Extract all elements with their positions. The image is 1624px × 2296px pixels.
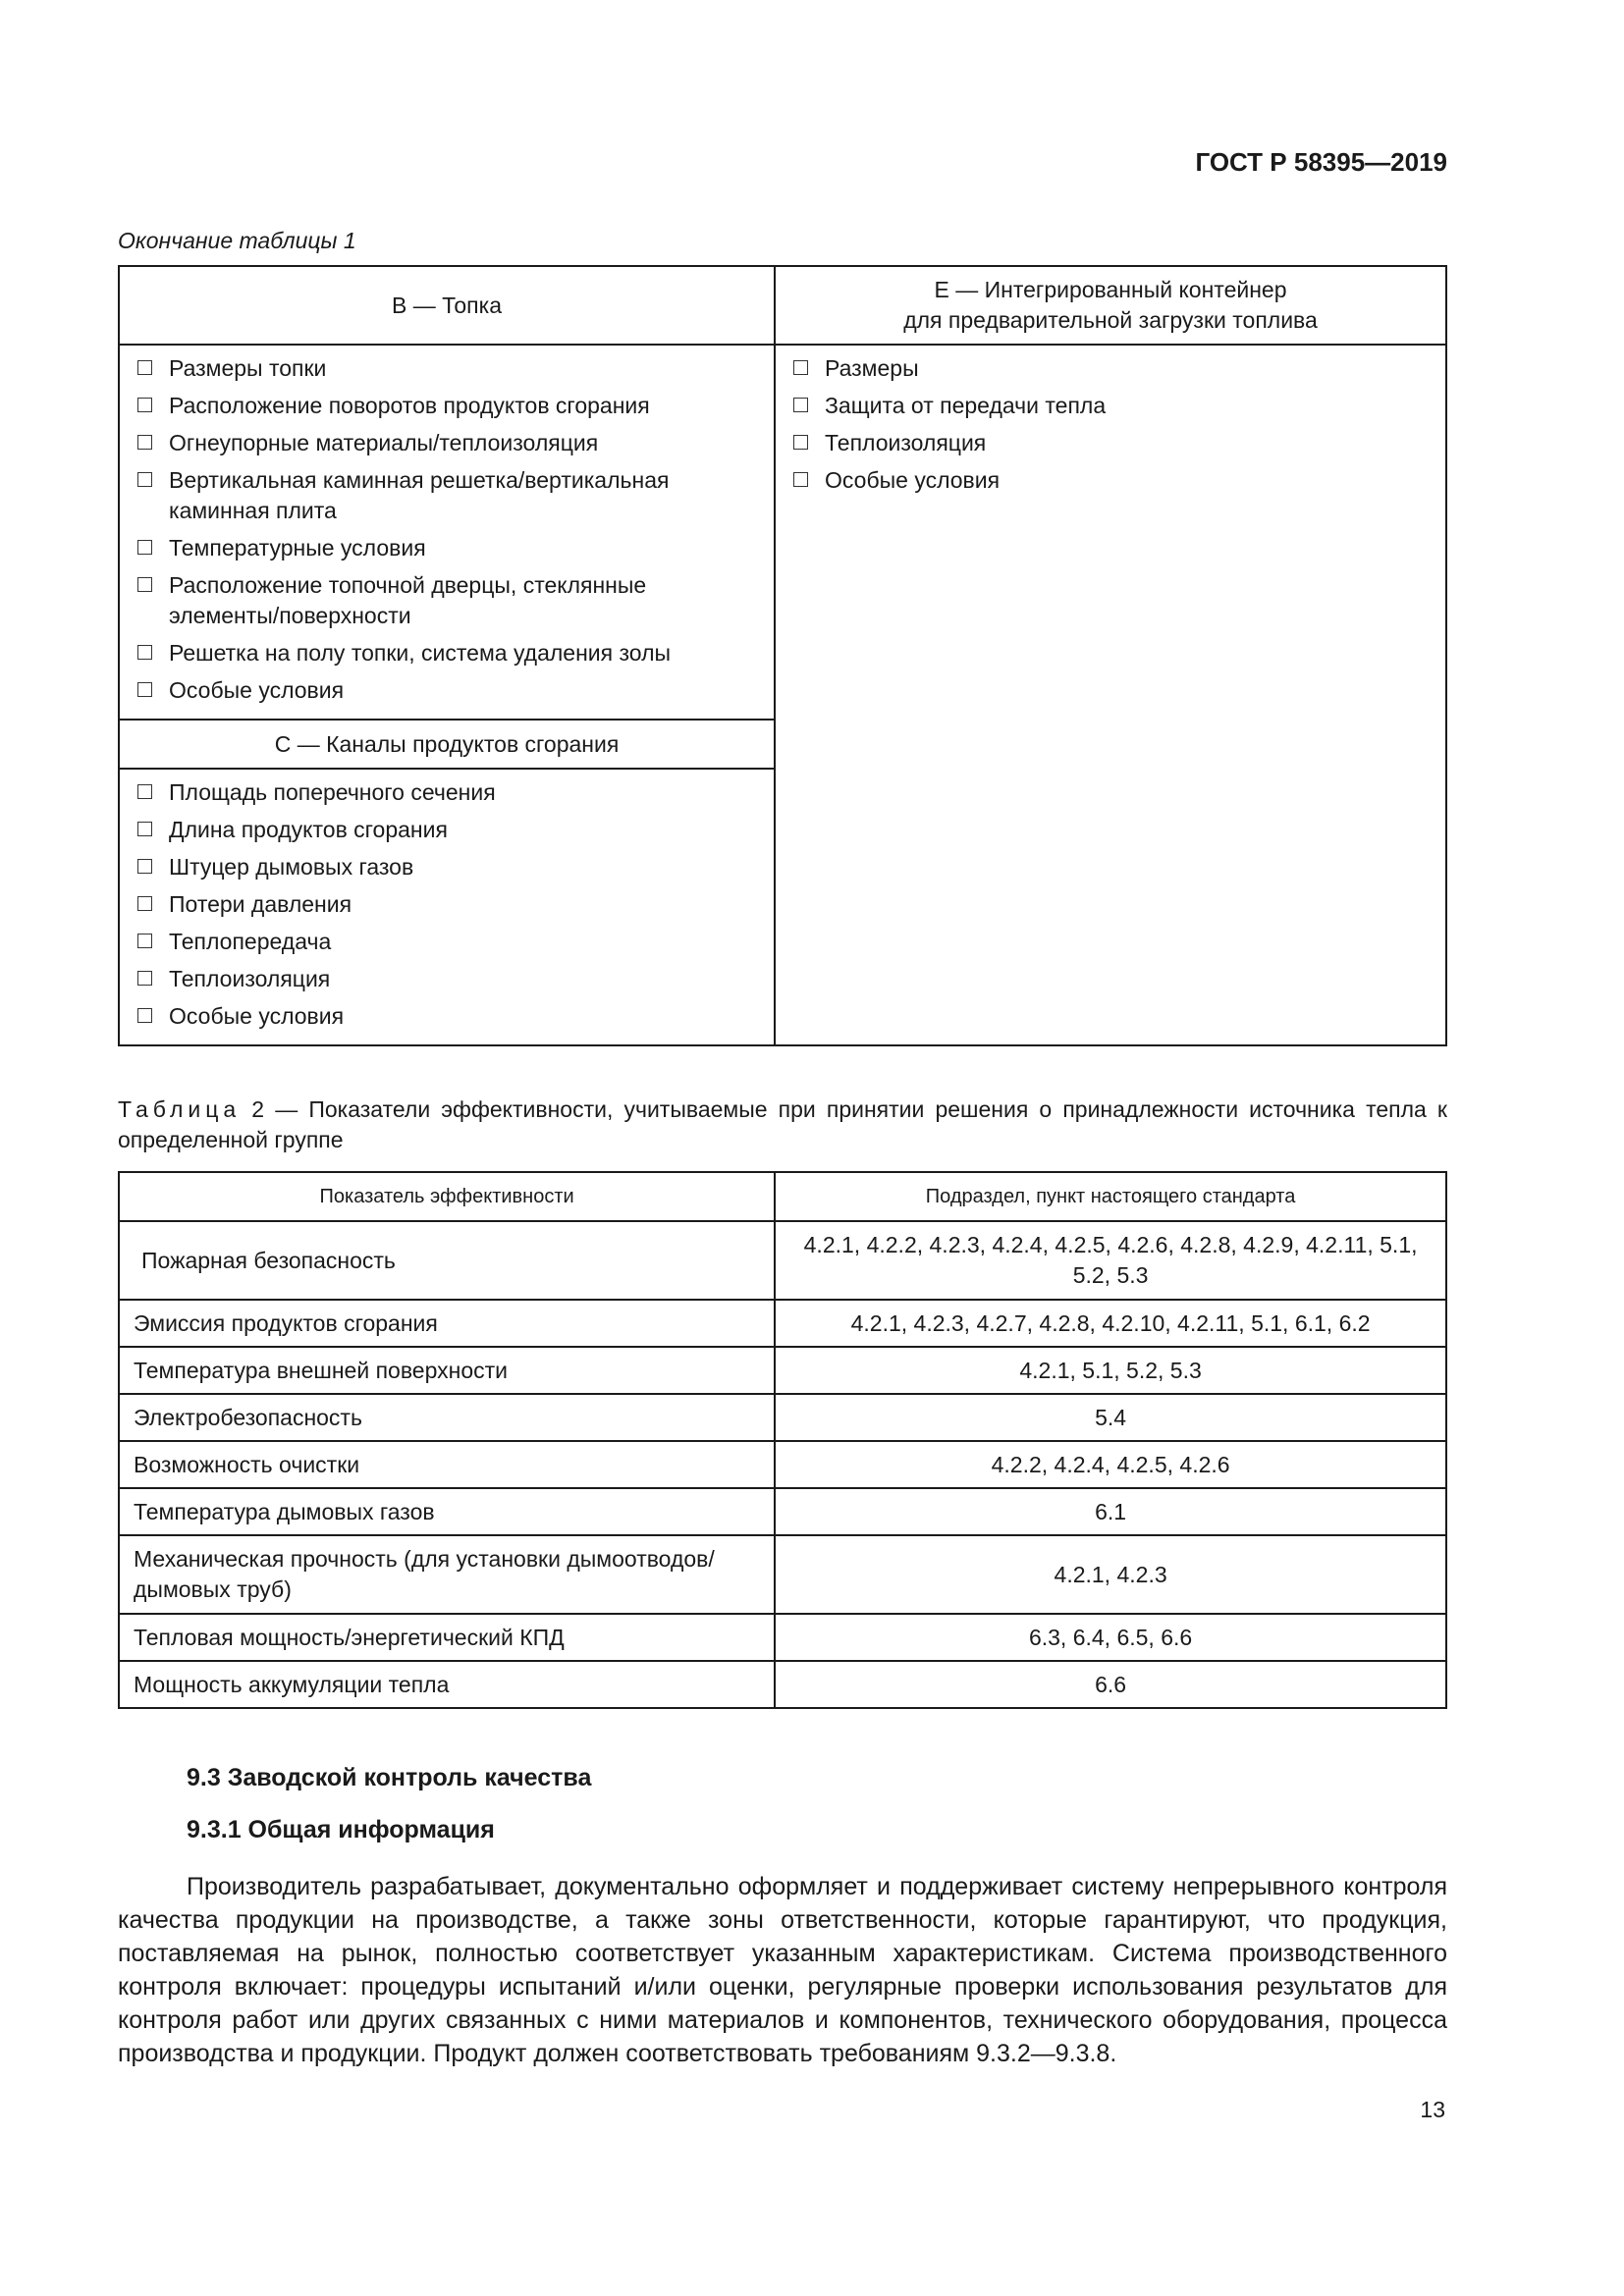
checkbox-icon bbox=[137, 934, 152, 948]
list-item-label: Расположение топочной дверцы, стеклянные элементы/поверхности bbox=[169, 572, 647, 628]
table-row bbox=[119, 1614, 1446, 1661]
list-item bbox=[135, 353, 762, 384]
list-item bbox=[135, 1001, 762, 1032]
table-row bbox=[119, 1221, 1446, 1300]
checkbox-icon bbox=[137, 645, 152, 660]
table2-caption bbox=[118, 1095, 1447, 1155]
list-item bbox=[135, 391, 762, 421]
table-2 bbox=[118, 1171, 1447, 1709]
table-row bbox=[119, 1661, 1446, 1708]
document-id: ГОСТ Р 58395—2019 bbox=[1195, 147, 1447, 177]
indicator-cell: Температура дымовых газов bbox=[119, 1488, 775, 1535]
checkbox-icon bbox=[137, 896, 152, 911]
checkbox-icon bbox=[137, 577, 152, 592]
list-item-label: Площадь поперечного сечения bbox=[169, 779, 496, 805]
table2-col2-header: Подраздел, пункт настоящего стандарта bbox=[775, 1172, 1446, 1221]
list-item-label: Теплоизоляция bbox=[169, 966, 331, 991]
list-item bbox=[791, 353, 1434, 384]
checkbox-icon bbox=[137, 1008, 152, 1023]
list-item-label: Температурные условия bbox=[169, 535, 426, 561]
reference-cell: 5.4 bbox=[775, 1394, 1446, 1441]
indicator-cell: Температура внешней поверхности bbox=[119, 1347, 775, 1394]
checkbox-icon bbox=[137, 435, 152, 450]
indicator-cell: Тепловая мощность/энергетический КПД bbox=[119, 1614, 775, 1661]
table1-col-e-header bbox=[775, 266, 1446, 345]
table1-e-list-cell bbox=[775, 345, 1446, 1045]
indicator-cell: Возможность очистки bbox=[119, 1441, 775, 1488]
b-checklist bbox=[135, 353, 762, 706]
reference-cell: 6.1 bbox=[775, 1488, 1446, 1535]
table1-c-header: С — Каналы продуктов сгорания bbox=[119, 720, 775, 769]
table2-col1-header: Показатель эффективности bbox=[119, 1172, 775, 1221]
list-item-label: Вертикальная каминная решетка/вертикальная каминная плита bbox=[169, 467, 670, 523]
list-item-label: Теплопередача bbox=[169, 929, 332, 954]
section-9-3-heading: 9.3 Заводской контроль качества bbox=[187, 1764, 592, 1791]
list-item bbox=[135, 777, 762, 808]
table-row bbox=[119, 1394, 1446, 1441]
table1-col-e-header-line2: для предварительной загрузки топлива bbox=[903, 307, 1318, 333]
list-item-label: Особые условия bbox=[169, 1003, 345, 1029]
list-item bbox=[135, 465, 762, 526]
table-row bbox=[119, 1441, 1446, 1488]
list-item bbox=[135, 964, 762, 994]
checkbox-icon bbox=[793, 435, 808, 450]
table-row bbox=[119, 1347, 1446, 1394]
reference-cell: 4.2.1, 5.1, 5.2, 5.3 bbox=[775, 1347, 1446, 1394]
list-item-label: Размеры топки bbox=[169, 355, 327, 381]
indicator-cell: Пожарная безопасность bbox=[119, 1221, 775, 1300]
list-item-label: Расположение поворотов продуктов сгорания bbox=[169, 393, 650, 418]
checkbox-icon bbox=[137, 822, 152, 836]
list-item bbox=[791, 465, 1434, 496]
table1-b-list-cell bbox=[119, 345, 775, 720]
table-row bbox=[119, 1535, 1446, 1614]
table1-caption: Окончание таблицы 1 bbox=[118, 228, 356, 253]
list-item-label: Штуцер дымовых газов bbox=[169, 854, 414, 880]
list-item-label: Особые условия bbox=[169, 677, 345, 703]
indicator-cell: Электробезопасность bbox=[119, 1394, 775, 1441]
list-item-label: Защита от передачи тепла bbox=[825, 393, 1107, 418]
checkbox-icon bbox=[793, 398, 808, 412]
list-item bbox=[135, 638, 762, 668]
page-number: 13 bbox=[1420, 2097, 1445, 2122]
table-row bbox=[119, 1300, 1446, 1347]
table1-c-list-cell bbox=[119, 769, 775, 1045]
indicator-cell: Механическая прочность (для установки дымоотводов/дымовых труб) bbox=[119, 1535, 775, 1614]
list-item bbox=[135, 570, 762, 631]
list-item bbox=[791, 428, 1434, 458]
list-item bbox=[135, 428, 762, 458]
checkbox-icon bbox=[137, 784, 152, 799]
reference-cell: 4.2.2, 4.2.4, 4.2.5, 4.2.6 bbox=[775, 1441, 1446, 1488]
table2-caption-label: Таблица bbox=[118, 1096, 242, 1122]
checkbox-icon bbox=[137, 682, 152, 697]
list-item bbox=[135, 889, 762, 920]
checkbox-icon bbox=[793, 360, 808, 375]
list-item-label: Размеры bbox=[825, 355, 919, 381]
reference-cell: 4.2.1, 4.2.2, 4.2.3, 4.2.4, 4.2.5, 4.2.6, 4.2.8, 4.2.9, 4.2.11, 5.1, 5.2, 5.3 bbox=[775, 1221, 1446, 1300]
reference-cell: 6.3, 6.4, 6.5, 6.6 bbox=[775, 1614, 1446, 1661]
list-item-label: Длина продуктов сгорания bbox=[169, 817, 448, 842]
list-item-label: Особые условия bbox=[825, 467, 1001, 493]
list-item-label: Потери давления bbox=[169, 891, 352, 917]
checkbox-icon bbox=[137, 398, 152, 412]
section-9-3-1-heading: 9.3.1 Общая информация bbox=[187, 1816, 495, 1843]
reference-cell: 6.6 bbox=[775, 1661, 1446, 1708]
table-1 bbox=[118, 265, 1447, 1046]
checkbox-icon bbox=[137, 971, 152, 986]
list-item bbox=[135, 675, 762, 706]
reference-cell: 4.2.1, 4.2.3 bbox=[775, 1535, 1446, 1614]
table1-col-e-header-line1: Е — Интегрированный контейнер bbox=[934, 277, 1287, 302]
checkbox-icon bbox=[793, 472, 808, 487]
list-item-label: Теплоизоляция bbox=[825, 430, 987, 455]
table2-caption-text: 2 — Показатели эффективности, учитываемые при принятии решения о принадлежности источника тепла к определенной группе bbox=[118, 1096, 1447, 1152]
list-item-label: Решетка на полу топки, система удаления золы bbox=[169, 640, 672, 666]
c-checklist bbox=[135, 777, 762, 1032]
list-item bbox=[791, 391, 1434, 421]
list-item bbox=[135, 533, 762, 563]
indicator-cell: Мощность аккумуляции тепла bbox=[119, 1661, 775, 1708]
checkbox-icon bbox=[137, 360, 152, 375]
checkbox-icon bbox=[137, 540, 152, 555]
reference-cell: 4.2.1, 4.2.3, 4.2.7, 4.2.8, 4.2.10, 4.2.11, 5.1, 6.1, 6.2 bbox=[775, 1300, 1446, 1347]
checkbox-icon bbox=[137, 472, 152, 487]
table1-col-b-header: В — Топка bbox=[119, 266, 775, 345]
list-item bbox=[135, 815, 762, 845]
checkbox-icon bbox=[137, 859, 152, 874]
section-9-3-1-paragraph: Производитель разрабатывает, документально оформляет и поддерживает систему непрерывного контроля качества продукции на производстве, а также зоны ответственности, которые гарантируют, что продукция, поставляемая на рынок, полностью соответствует указанным характеристикам. Система производственного контроля включает: процедуры испытаний и/или оценки, регулярные проверки использования результатов для контроля работ или других связанных с ними материалов и компонентов, технического оборудования, процесса производства и продукции. Продукт должен соответствовать требованиям 9.3.2—9.3.8. bbox=[118, 1873, 1447, 2067]
table-row bbox=[119, 1488, 1446, 1535]
list-item-label: Огнеупорные материалы/теплоизоляция bbox=[169, 430, 599, 455]
list-item bbox=[135, 852, 762, 882]
indicator-cell: Эмиссия продуктов сгорания bbox=[119, 1300, 775, 1347]
e-checklist bbox=[791, 353, 1434, 496]
list-item bbox=[135, 927, 762, 957]
